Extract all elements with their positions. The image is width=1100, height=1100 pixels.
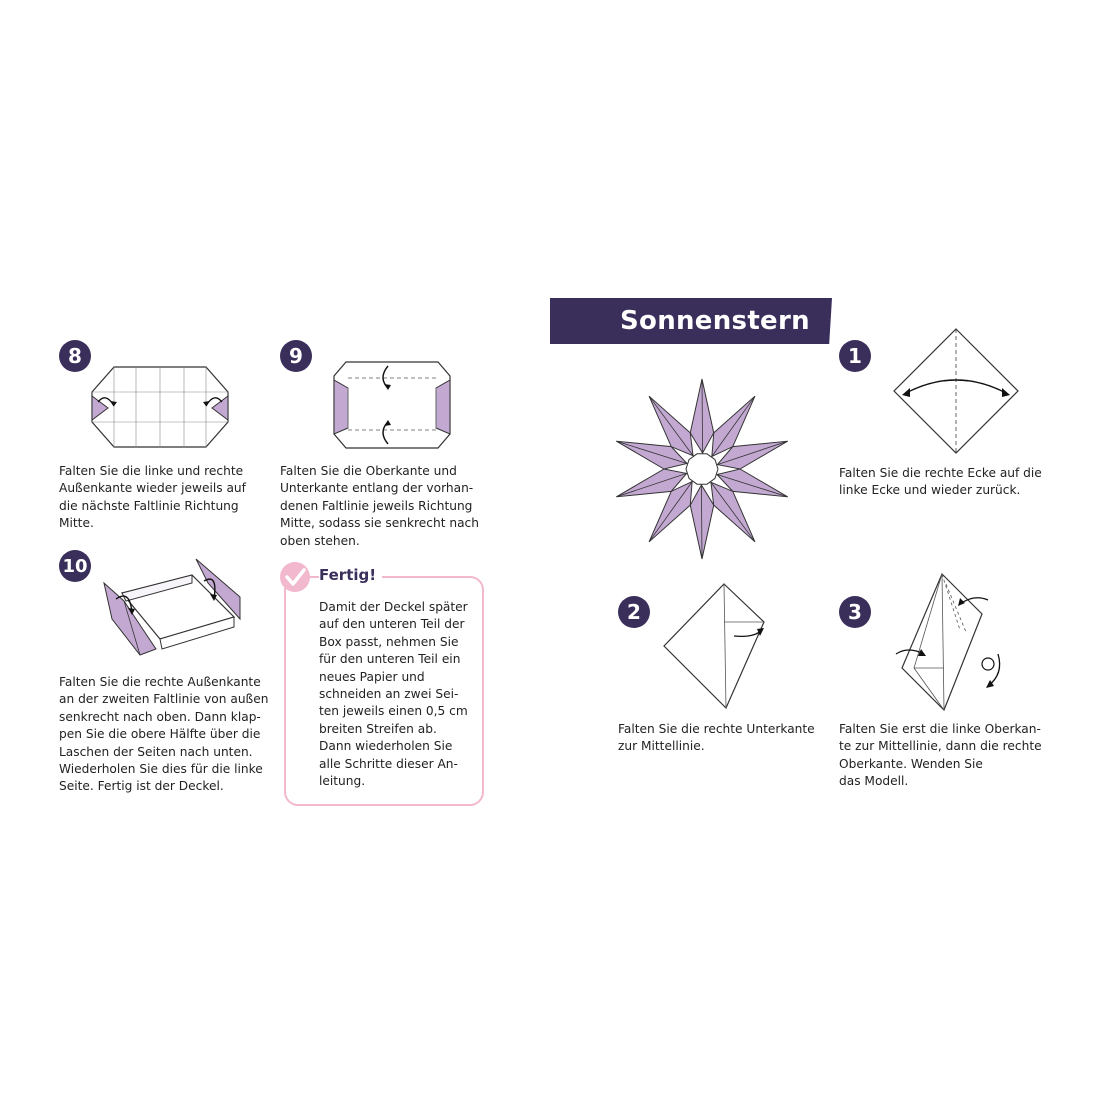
step-10-text: Falten Sie die rechte Außenkante an der zweiten Faltlinie von außen senkrecht nach oben. Dann klap- pen Sie die obere Hälfte über die Laschen der Seiten nach unten. Wiederholen Sie dies für die linke Seite. Fertig ist der Deckel. <box>59 675 269 794</box>
step-1-diagram <box>892 327 1020 455</box>
check-icon <box>280 562 310 592</box>
step-3-diagram <box>890 570 1010 716</box>
step-2-diagram <box>662 580 772 712</box>
step-8-diagram <box>88 362 232 452</box>
step-number-10: 10 <box>59 550 91 582</box>
fertig-title: Fertig! <box>319 566 382 584</box>
step-number-8: 8 <box>59 340 91 372</box>
step-number-9: 9 <box>280 340 312 372</box>
star-center-hole <box>686 454 718 484</box>
step-number-1: 1 <box>839 340 871 372</box>
step-number-2: 2 <box>618 596 650 628</box>
step-number-3: 3 <box>839 596 871 628</box>
step-2-text: Falten Sie die rechte Unterkante zur Mittellinie. <box>618 722 815 754</box>
step-1-text: Falten Sie die rechte Ecke auf die linke Ecke und wieder zurück. <box>839 466 1042 498</box>
step-9-text: Falten Sie die Oberkante und Unterkante entlang der vorhan- denen Faltlinie jeweils Richtung Mitte, sodass sie senkrecht nach oben stehen. <box>280 464 479 548</box>
sonnenstern-star-illustration <box>606 378 798 560</box>
fertig-text: Damit der Deckel später auf den unteren Teil der Box passt, nehmen Sie für den unteren Teil ein neues Papier und schneiden an zwei Sei- ten jeweils einen 0,5 cm breiten Streifen ab. Dann wiederholen Sie alle Schritte dieser An- leitung. <box>319 600 468 789</box>
step-10-diagram <box>100 553 248 663</box>
step-3-text: Falten Sie erst die linke Oberkan- te zur Mittellinie, dann die rechte Oberkante. Wenden Sie das Modell. <box>839 722 1042 789</box>
page-title: Sonnenstern <box>620 306 810 336</box>
step-8-text: Falten Sie die linke und rechte Außenkante wieder jeweils auf die nächste Faltlinie Richtung Mitte. <box>59 464 246 531</box>
step-9-diagram <box>330 358 454 452</box>
